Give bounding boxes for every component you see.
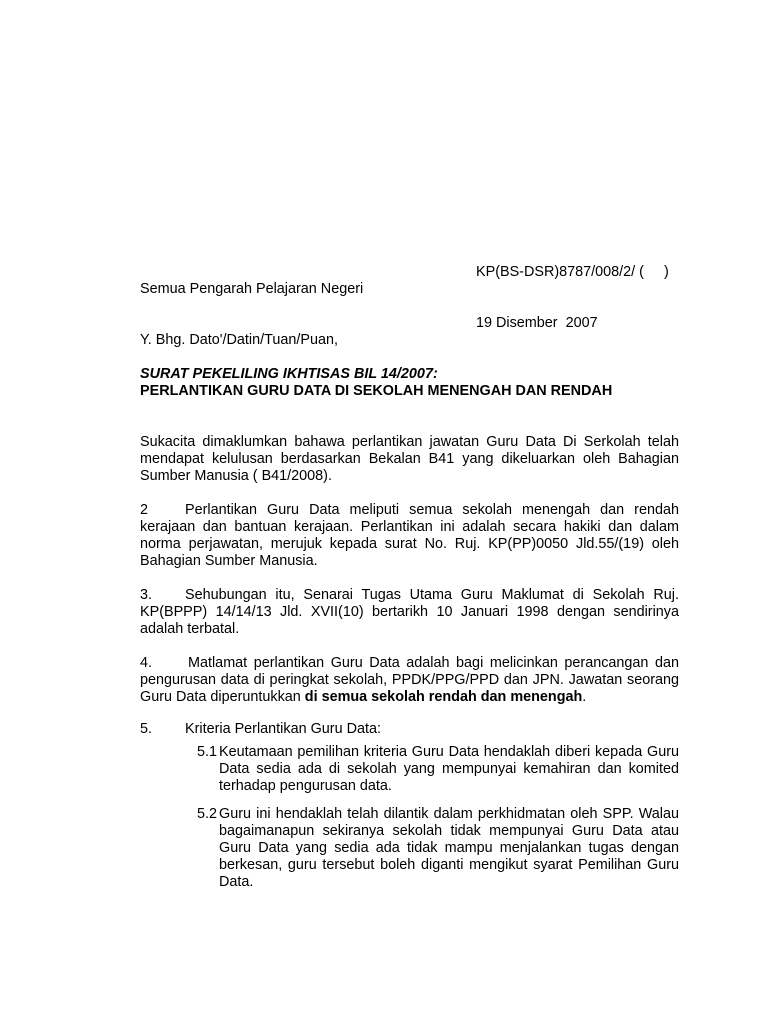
paragraph-text: Kriteria Perlantikan Guru Data: — [185, 721, 381, 737]
paragraph-2 — [140, 502, 679, 570]
paragraph-1: Sukacita dimaklumkan bahawa perlantikan jawatan Guru Data Di Serkolah telah mendapat kelulusan berdasarkan Bekalan B41 yang dikeluarkan oleh Bahagian Sumber Manusia ( B41/2008). — [140, 434, 679, 484]
subject-heading — [140, 366, 612, 400]
salutation-line: Y. Bhg. Dato'/Datin/Tuan/Puan, — [140, 332, 338, 348]
circular-series: SURAT PEKELILING IKHTISAS BIL 14/2007: — [140, 366, 438, 382]
paragraph-text: Sehubungan itu, Senarai Tugas Utama Guru Maklumat di Sekolah Ruj. KP(BPPP) 14/14/13 Jld. XVII(10) bertarikh 10 Januari 1998 dengan sendirinya adalah terbatal. — [140, 587, 679, 637]
criteria-item — [197, 744, 679, 795]
recipient-line: Semua Pengarah Pelajaran Negeri — [140, 281, 364, 297]
paragraph-text: Matlamat perlantikan Guru Data adalah bagi melicinkan perancangan dan pengurusan data di peringkat sekolah, PPDK/PPG/PPD dan JPN. Jawatan seorang Guru Data diperuntukkan — [140, 655, 679, 705]
reference-block — [476, 230, 669, 366]
paragraph-number: 4. — [140, 655, 153, 671]
criteria-number: 5.2 — [197, 806, 218, 822]
paragraph-end: . — [582, 689, 587, 705]
paragraph-text: Perlantikan Guru Data meliputi semua sekolah menengah dan rendah kerajaan dan bantuan kerajaan. Perlantikan ini adalah secara hakiki dan dalam norma perjawatan, merujuk kepada surat No. Ruj. KP(PP)0050 Jld.55/(19) oleh Bahagian Sumber Manusia. — [140, 502, 679, 569]
criteria-text: Guru ini hendaklah telah dilantik dalam perkhidmatan oleh SPP. Walau bagaimanapun sekiranya sekolah tidak mempunyai Guru Data atau Guru Data yang sedia ada tidak mampu menjalankan tugas dengan berkesan, guru tersebut boleh diganti mengikut syarat Pemilihan Guru Data. — [219, 806, 679, 890]
reference-number: KP(BS-DSR)8787/008/2/ ( ) — [476, 264, 669, 280]
letter-date: 19 Disember 2007 — [476, 315, 598, 331]
criteria-number: 5.1 — [197, 744, 218, 760]
paragraph-emphasis: di semua sekolah rendah dan menengah — [304, 689, 583, 705]
paragraph-number: 3. — [140, 587, 153, 603]
criteria-item — [197, 806, 679, 891]
criteria-text: Keutamaan pemilihan kriteria Guru Data hendaklah diberi kepada Guru Data sedia ada di sekolah yang mempunyai kemahiran dan komited terhadap pengurusan data. — [219, 744, 679, 794]
paragraph-number: 5. — [140, 721, 153, 737]
paragraph-3 — [140, 587, 679, 638]
paragraph-number: 2 — [140, 502, 149, 518]
paragraph-4 — [140, 655, 679, 706]
subject-title: PERLANTIKAN GURU DATA DI SEKOLAH MENENGAH DAN RENDAH — [140, 383, 613, 399]
paragraph-5 — [140, 721, 381, 738]
